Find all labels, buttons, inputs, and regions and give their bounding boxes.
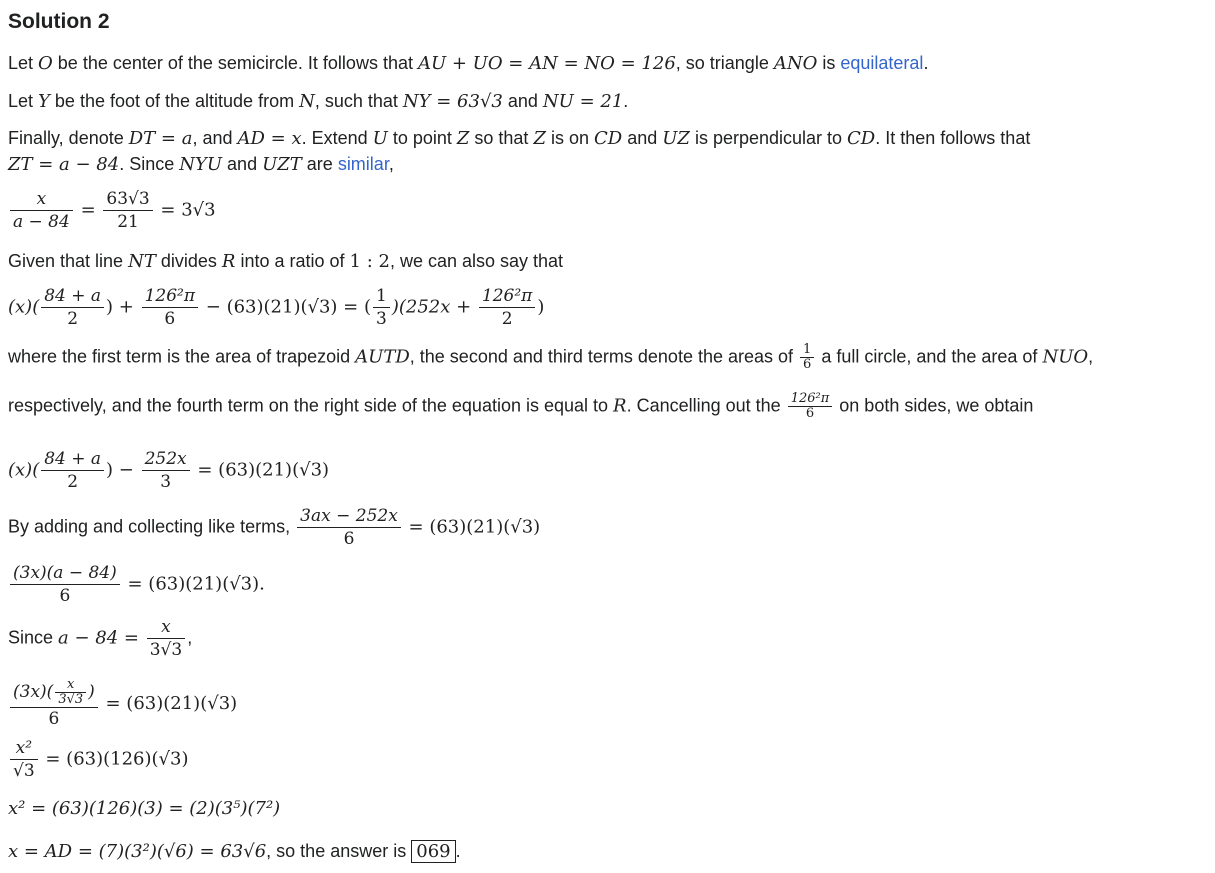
line-answer: x = AD = (7)(3²)(√6) = 63√6, so the answer is 069 . xyxy=(8,841,461,862)
equation-x-squared-over-root3: $\frac{\text{x²}}{√3}$ = (63)(126)(√3) xyxy=(8,737,189,782)
equation-factored: $\frac{(3x)(a - 84)}{6}$ = (63)(21)(√3). xyxy=(8,562,265,607)
equation-area: (x)( $\frac{84 + a}{2}$ ) + $\frac{\text{126²π}}{6}$ − (63)(21)(√3) = ( $\frac{1}{3}$ )(252x + $\frac{\text{126²π}}{2}$ ) xyxy=(8,286,545,329)
fraction: $\frac{x}{a - 84}$ xyxy=(10,188,73,233)
fraction: $\frac{1}{6}$ xyxy=(800,343,814,372)
section-heading: Solution 2 xyxy=(8,10,110,33)
equation-substituted: (3x)( $\frac{x}{3√3}$ ) 6 = (63)(21)(√3) xyxy=(8,678,237,730)
equation-x-squared: x² = (63)(126)(3) = (2)(3⁵)(7²) xyxy=(8,798,281,819)
fraction: $\frac{\text{126²π}}{6}$ xyxy=(788,392,833,421)
fraction: $\frac{\text{126²π}}{6}$ xyxy=(142,285,198,330)
line-altitude: Let Y be the foot of the altitude from N, such that NY = 63√3 and NU = 21. xyxy=(8,91,629,112)
line-collecting: By adding and collecting like terms, $\frac{3ax - 252x}{6}$ = (63)(21)(√3) xyxy=(8,506,541,549)
line-denote: Finally, denote DT = a, and AD = x. Extend U to point Z so that Z is on CD and UZ is perpendicular to CD. It then follows that xyxy=(8,128,1031,149)
line-terms-explanation: where the first term is the area of trapezoid AUTD, the second and third terms denote the areas of $\frac{1}{6}$ a full circle, and the area of NUO, xyxy=(8,342,1094,372)
equilateral-link[interactable]: equilateral xyxy=(840,53,924,73)
fraction: $\frac{1}{3}$ xyxy=(373,285,390,330)
fraction: $\frac{84 + a}{2}$ xyxy=(41,285,104,330)
fraction: $\frac{84 + a}{2}$ xyxy=(41,448,104,493)
fraction: $\frac{\text{x²}}{√3}$ xyxy=(10,737,38,782)
line-since: Since a − 84 = $\frac{x}{3√3}$ , xyxy=(8,617,193,660)
fraction: $\frac{x}{3√3}$ xyxy=(147,616,185,661)
line-similar: ZT = a − 84. Since NYU and UZT are similar, xyxy=(8,154,394,175)
line-ratio: Given that line NT divides R into a ratio of 1 : 2, we can also say that xyxy=(8,251,564,272)
answer-box: 069 xyxy=(411,840,455,863)
fraction: $\frac{252x}{3}$ xyxy=(142,448,190,493)
fraction: $\frac{63√3}{21}$ xyxy=(103,188,152,233)
line-center-statement: Let O be the center of the semicircle. It follows that AU + UO = AN = NO = 126, so triangle ANO is equilateral. xyxy=(8,53,929,74)
fraction: (3x)( $\frac{x}{3√3}$ ) 6 xyxy=(10,678,98,730)
line-cancelling: respectively, and the fourth term on the right side of the equation is equal to R. Cancelling out the $\frac{\text{126²π}}{6}$ on both sides, we obtain xyxy=(8,391,1034,421)
equation-simplified: (x)( $\frac{84 + a}{2}$ ) − $\frac{252x}{3}$ = (63)(21)(√3) xyxy=(8,449,330,492)
fraction: $\frac{3ax - 252x}{6}$ xyxy=(297,505,401,550)
fraction: $\frac{x}{3√3}$ xyxy=(55,678,86,707)
fraction: $\frac{\text{126²π}}{2}$ xyxy=(479,285,535,330)
similar-link[interactable]: similar xyxy=(337,154,389,174)
equation-ratio: $\frac{x}{a - 84}$ = $\frac{63√3}{21}$ = 3√3 xyxy=(8,188,216,233)
fraction: $\frac{(3x)(a - 84)}{6}$ xyxy=(10,562,120,607)
